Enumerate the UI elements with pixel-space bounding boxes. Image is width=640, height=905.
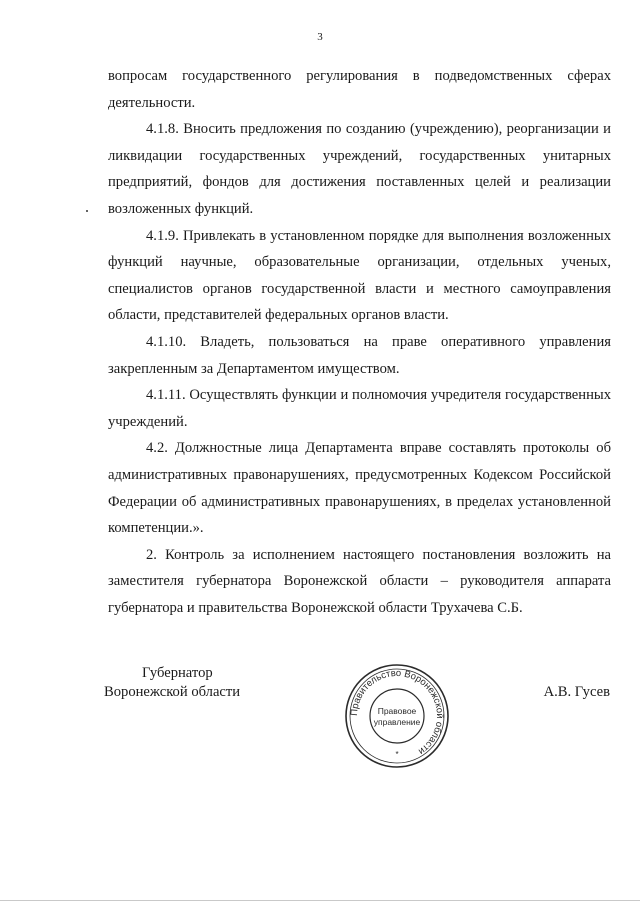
stamp-center-ring [370,689,424,743]
stamp-ring-text: Правительство Воронежской области [348,667,446,757]
stamp-star-icon: * [395,750,399,759]
paragraph-continuation: вопросам государственного регулирования в подведомственных сферах деятельности. [108,68,611,111]
page-bottom-edge [0,900,640,901]
signatory-region: Воронежской области [104,684,241,700]
signatory-position: Губернатор [142,665,213,681]
page-number: 3 [317,31,323,43]
official-stamp [344,663,450,769]
paragraph-4-1-8: 4.1.8. Вносить предложения по созданию (учреждению), реорганизации и ликвидации государственных учреждений, государственных унитарных предприятий, фондов для достижения поставленных целей и реализации возложенных функций. [108,121,611,217]
margin-mark [86,210,88,212]
document-body [108,63,611,621]
paragraph-4-1-10: 4.1.10. Владеть, пользоваться на праве оперативного управления закрепленным за Департаментом имуществом. [108,333,611,377]
paragraph-4-1-11: 4.1.11. Осуществлять функции и полномочия учредителя государственных учреждений. [108,387,611,430]
paragraph-2-control: 2. Контроль за исполнением настоящего постановления возложить на заместителя губернатора Воронежской области – руководителя аппарата губернатора и правительства Воронежской области Трухачева С.Б. [108,546,611,616]
signatory-title [104,664,240,702]
paragraph-4-2: 4.2. Должностные лица Департамента вправе составлять протоколы об административных правонарушениях, предусмотренных Кодексом Российской Федерации об административных правонарушениях, в пределах установленной компетенции.». [108,440,611,537]
signatory-name: А.В. Гусев [543,684,610,700]
stamp-center-line1: Правовое [377,706,417,716]
paragraph-4-1-9: 4.1.9. Привлекать в установленном порядке для выполнения возложенных функций научные, образовательные организации, отдельных ученых, специалистов органов государственной власти и местного самоуправления области, представителей федеральных органов власти. [108,227,611,324]
stamp-center-line2: управление [373,717,421,727]
